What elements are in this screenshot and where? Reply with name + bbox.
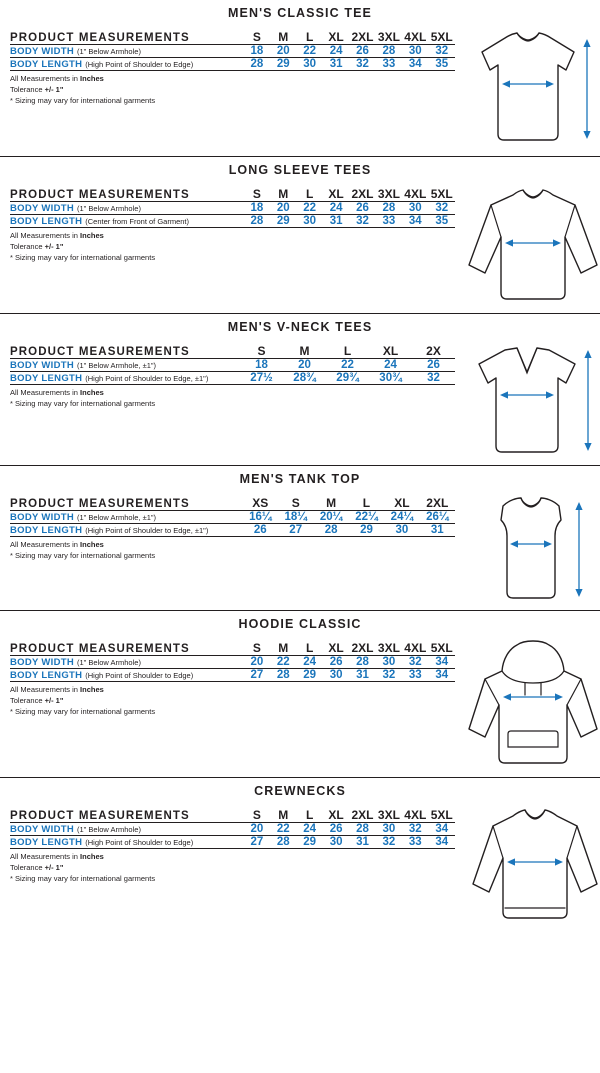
measurement-value: 28 bbox=[376, 45, 402, 58]
measurement-label bbox=[10, 511, 243, 524]
long-sleeve-illustration bbox=[455, 183, 600, 313]
measurement-label bbox=[10, 656, 244, 669]
product-measurements-header: PRODUCT MEASUREMENTS bbox=[10, 810, 190, 822]
table-row bbox=[10, 359, 455, 372]
measurement-value: 26 bbox=[349, 45, 375, 58]
size-header: 5XL bbox=[430, 30, 453, 44]
measurement-name: BODY WIDTH bbox=[10, 657, 75, 668]
measurement-value: 35 bbox=[429, 58, 455, 71]
size-header: L bbox=[306, 30, 314, 44]
footnotes bbox=[10, 228, 455, 270]
size-header: S bbox=[252, 808, 261, 822]
measurement-name: BODY WIDTH bbox=[10, 203, 75, 214]
product-measurements-header: PRODUCT MEASUREMENTS bbox=[10, 498, 190, 510]
table-row bbox=[10, 45, 455, 58]
measurement-label bbox=[10, 202, 244, 215]
garment-illustration-tank bbox=[455, 492, 600, 610]
size-header: M bbox=[278, 808, 289, 822]
measurement-value: 29¾ bbox=[326, 372, 369, 385]
footnote-line: All Measurements in Inches bbox=[10, 74, 104, 83]
measurement-value: 18 bbox=[240, 359, 283, 372]
measurement-note: (High Point of Shoulder to Edge) bbox=[85, 671, 194, 680]
footnotes bbox=[10, 537, 455, 568]
measurement-value: 28 bbox=[270, 836, 296, 849]
measurement-value: 24 bbox=[323, 202, 349, 215]
size-header: XL bbox=[394, 496, 410, 510]
measurement-label bbox=[10, 215, 244, 228]
measurement-value: 34 bbox=[429, 669, 455, 682]
size-header: 4XL bbox=[404, 808, 427, 822]
measurement-value: 31 bbox=[420, 524, 455, 537]
size-header: XL bbox=[382, 344, 399, 358]
measurement-value: 28 bbox=[270, 669, 296, 682]
measurement-value: 30 bbox=[323, 669, 349, 682]
measurement-value: 30 bbox=[323, 836, 349, 849]
table-row bbox=[10, 656, 455, 669]
measurement-value: 29 bbox=[270, 58, 296, 71]
table-row bbox=[10, 202, 455, 215]
measurement-value: 30 bbox=[376, 656, 402, 669]
measurement-note: (1" Below Armhole, ±1") bbox=[77, 513, 157, 522]
measurement-value: 29 bbox=[296, 669, 322, 682]
measurement-value: 31 bbox=[349, 669, 375, 682]
measurement-value: 22 bbox=[326, 359, 369, 372]
measurement-value: 32 bbox=[429, 45, 455, 58]
product-measurements-header: PRODUCT MEASUREMENTS bbox=[10, 32, 190, 44]
measurement-value: 32 bbox=[349, 58, 375, 71]
measurement-value: 34 bbox=[429, 836, 455, 849]
size-header: L bbox=[362, 496, 371, 510]
size-header: 2XL bbox=[351, 808, 374, 822]
garment-illustration-longsleeve bbox=[455, 183, 600, 313]
section-body bbox=[0, 492, 600, 610]
size-header: M bbox=[299, 344, 310, 358]
measurement-value: 22¼ bbox=[349, 511, 384, 524]
measurement-value: 29 bbox=[296, 836, 322, 849]
measurements-table-wrap bbox=[0, 637, 455, 728]
footnote-line: Tolerance +/- 1" bbox=[10, 862, 64, 872]
table-row bbox=[10, 372, 455, 385]
measurement-value: 30 bbox=[384, 524, 419, 537]
measurement-value: 22 bbox=[270, 656, 296, 669]
garment-illustration-vneck bbox=[455, 340, 600, 465]
table-row bbox=[10, 511, 455, 524]
measurement-value: 26 bbox=[323, 823, 349, 836]
measurement-value: 34 bbox=[402, 215, 428, 228]
table-row bbox=[10, 215, 455, 228]
measurement-value: 26 bbox=[412, 359, 455, 372]
section-title: MEN'S TANK TOP bbox=[239, 472, 361, 486]
measurement-value: 30 bbox=[402, 45, 428, 58]
size-header: 5XL bbox=[430, 808, 453, 822]
measurement-label bbox=[10, 823, 244, 836]
size-header: S bbox=[252, 641, 261, 655]
measurement-value: 24 bbox=[369, 359, 412, 372]
footnote-line: * Sizing may vary for international garments bbox=[10, 873, 156, 883]
v-neck-illustration bbox=[455, 340, 600, 465]
product-measurements-header: PRODUCT MEASUREMENTS bbox=[10, 189, 190, 201]
measurement-value: 18¼ bbox=[278, 511, 313, 524]
measurement-value: 32 bbox=[349, 215, 375, 228]
size-header: 3XL bbox=[377, 641, 400, 655]
measurement-name: BODY LENGTH bbox=[10, 216, 83, 227]
measurement-value: 28 bbox=[244, 215, 270, 228]
size-header: 3XL bbox=[377, 30, 400, 44]
section-body bbox=[0, 637, 600, 777]
section-title: HOODIE CLASSIC bbox=[238, 617, 362, 631]
footnote-line: All Measurements in Inches bbox=[10, 231, 104, 240]
measurements-table bbox=[10, 641, 455, 681]
section-body bbox=[0, 340, 600, 465]
measurement-label bbox=[10, 372, 240, 385]
size-header: 2XL bbox=[351, 187, 374, 201]
size-section-hoodie-classic bbox=[0, 610, 600, 777]
measurement-value: 24 bbox=[296, 656, 322, 669]
measurement-note: (1" Below Armhole) bbox=[77, 47, 141, 56]
table-row bbox=[10, 823, 455, 836]
size-header: XL bbox=[328, 641, 344, 655]
measurement-label bbox=[10, 524, 243, 537]
measurement-value: 28 bbox=[376, 202, 402, 215]
measurement-note: (High Point of Shoulder to Edge) bbox=[85, 838, 194, 847]
size-header: L bbox=[306, 641, 314, 655]
measurement-value: 34 bbox=[429, 823, 455, 836]
footnotes bbox=[10, 849, 455, 891]
section-body bbox=[0, 183, 600, 313]
section-body bbox=[0, 804, 600, 929]
measurements-table-wrap bbox=[0, 804, 455, 895]
measurement-value: 22 bbox=[296, 202, 322, 215]
size-header: S bbox=[252, 30, 261, 44]
tank-top-illustration bbox=[463, 492, 593, 610]
footnote-line: Tolerance +/- 1" bbox=[10, 241, 64, 251]
section-title: MEN'S V-NECK TEES bbox=[227, 320, 373, 334]
measurement-value: 28 bbox=[313, 524, 348, 537]
measurement-value: 20 bbox=[244, 656, 270, 669]
measurement-value: 24 bbox=[296, 823, 322, 836]
size-header: M bbox=[326, 496, 337, 510]
size-header: L bbox=[306, 808, 314, 822]
measurement-value: 33 bbox=[402, 669, 428, 682]
footnote-line: Tolerance +/- 1" bbox=[10, 84, 64, 94]
measurement-label bbox=[10, 836, 244, 849]
footnote-line: * Sizing may vary for international garments bbox=[10, 398, 156, 408]
measurement-value: 30 bbox=[402, 202, 428, 215]
footnote-line: * Sizing may vary for international garments bbox=[10, 550, 156, 560]
measurements-table bbox=[10, 187, 455, 227]
measurement-name: BODY WIDTH bbox=[10, 512, 75, 523]
size-header: XL bbox=[328, 187, 344, 201]
garment-illustration-tee bbox=[455, 26, 600, 156]
size-section-mens-classic-tee bbox=[0, 0, 600, 156]
measurement-value: 31 bbox=[349, 836, 375, 849]
measurement-note: (1" Below Armhole) bbox=[77, 204, 141, 213]
size-section-mens-v-neck-tees bbox=[0, 313, 600, 465]
size-header: 4XL bbox=[404, 641, 427, 655]
measurement-label bbox=[10, 45, 244, 58]
size-header: 2XL bbox=[351, 641, 374, 655]
size-section-mens-tank-top bbox=[0, 465, 600, 610]
measurement-value: 20 bbox=[244, 823, 270, 836]
measurement-value: 28 bbox=[349, 656, 375, 669]
size-header: 4XL bbox=[404, 187, 427, 201]
measurement-note: (1" Below Armhole) bbox=[77, 658, 141, 667]
measurement-note: (1" Below Armhole, ±1") bbox=[77, 361, 157, 370]
measurement-label bbox=[10, 669, 244, 682]
measurement-value: 26 bbox=[349, 202, 375, 215]
measurement-value: 16¼ bbox=[243, 511, 278, 524]
measurement-value: 28 bbox=[349, 823, 375, 836]
size-header: M bbox=[278, 641, 289, 655]
measurement-note: (Center from Front of Garment) bbox=[85, 217, 190, 226]
size-section-long-sleeve-tees bbox=[0, 156, 600, 313]
size-header: 3XL bbox=[377, 187, 400, 201]
footnote-line: All Measurements in Inches bbox=[10, 540, 104, 549]
measurement-name: BODY LENGTH bbox=[10, 670, 83, 681]
measurement-value: 33 bbox=[376, 58, 402, 71]
measurement-value: 32 bbox=[402, 656, 428, 669]
measurement-value: 32 bbox=[376, 836, 402, 849]
garment-illustration-crewneck bbox=[455, 804, 600, 929]
measurement-value: 24¼ bbox=[384, 511, 419, 524]
measurement-label bbox=[10, 58, 244, 71]
size-header: 5XL bbox=[430, 641, 453, 655]
measurement-value: 28¾ bbox=[283, 372, 326, 385]
measurement-value: 20¼ bbox=[313, 511, 348, 524]
measurement-value: 29 bbox=[270, 215, 296, 228]
measurement-label bbox=[10, 359, 240, 372]
footnotes bbox=[10, 385, 455, 416]
measurement-note: (High Point of Shoulder to Edge) bbox=[85, 60, 194, 69]
measurement-note: (High Point of Shoulder to Edge, ±1") bbox=[85, 526, 209, 535]
size-header: 4XL bbox=[404, 30, 427, 44]
size-header: S bbox=[252, 187, 261, 201]
measurement-value: 32 bbox=[402, 823, 428, 836]
measurements-table bbox=[10, 808, 455, 848]
measurement-value: 26 bbox=[323, 656, 349, 669]
measurement-value: 18 bbox=[244, 45, 270, 58]
measurements-table-wrap bbox=[0, 492, 455, 572]
measurement-value: 27 bbox=[278, 524, 313, 537]
measurement-value: 32 bbox=[429, 202, 455, 215]
product-measurements-header: PRODUCT MEASUREMENTS bbox=[10, 346, 190, 358]
measurement-value: 30 bbox=[376, 823, 402, 836]
measurement-value: 30 bbox=[296, 58, 322, 71]
measurement-value: 30 bbox=[296, 215, 322, 228]
measurement-value: 22 bbox=[296, 45, 322, 58]
measurements-table bbox=[10, 344, 455, 384]
size-header: L bbox=[343, 344, 352, 358]
tee-illustration bbox=[458, 26, 598, 156]
size-header: L bbox=[306, 187, 314, 201]
measurement-name: BODY LENGTH bbox=[10, 525, 83, 536]
measurement-name: BODY LENGTH bbox=[10, 59, 83, 70]
footnotes bbox=[10, 71, 455, 113]
measurement-value: 27 bbox=[244, 836, 270, 849]
measurement-value: 33 bbox=[376, 215, 402, 228]
size-header: XS bbox=[252, 496, 269, 510]
footnote-line: * Sizing may vary for international garments bbox=[10, 252, 156, 262]
size-header: M bbox=[278, 187, 289, 201]
measurement-value: 30¾ bbox=[369, 372, 412, 385]
section-title: LONG SLEEVE TEES bbox=[228, 163, 372, 177]
measurement-value: 27½ bbox=[240, 372, 283, 385]
section-title: CREWNECKS bbox=[254, 784, 346, 798]
measurements-table bbox=[10, 496, 455, 536]
product-measurements-header: PRODUCT MEASUREMENTS bbox=[10, 643, 190, 655]
size-header: S bbox=[257, 344, 266, 358]
measurement-value: 32 bbox=[376, 669, 402, 682]
measurement-value: 28 bbox=[244, 58, 270, 71]
footnote-line: * Sizing may vary for international garments bbox=[10, 95, 156, 105]
measurement-value: 32 bbox=[412, 372, 455, 385]
measurement-value: 22 bbox=[270, 823, 296, 836]
footnote-line: All Measurements in Inches bbox=[10, 388, 104, 397]
measurement-name: BODY WIDTH bbox=[10, 360, 75, 371]
section-title: MEN'S CLASSIC TEE bbox=[228, 6, 372, 20]
hoodie-illustration bbox=[455, 637, 600, 777]
size-header: XL bbox=[328, 30, 344, 44]
table-row bbox=[10, 669, 455, 682]
measurement-name: BODY LENGTH bbox=[10, 373, 83, 384]
measurement-value: 31 bbox=[323, 215, 349, 228]
measurements-table bbox=[10, 30, 455, 70]
measurement-name: BODY WIDTH bbox=[10, 824, 75, 835]
measurement-name: BODY LENGTH bbox=[10, 837, 83, 848]
measurement-value: 20 bbox=[270, 45, 296, 58]
measurement-note: (High Point of Shoulder to Edge, ±1") bbox=[85, 374, 209, 383]
measurement-value: 34 bbox=[429, 656, 455, 669]
size-header: 2X bbox=[426, 344, 441, 358]
size-header: 2XL bbox=[426, 496, 449, 510]
crewneck-illustration bbox=[455, 804, 600, 929]
size-header: 3XL bbox=[377, 808, 400, 822]
size-header: 5XL bbox=[430, 187, 453, 201]
measurement-value: 20 bbox=[283, 359, 326, 372]
measurement-value: 20 bbox=[270, 202, 296, 215]
measurement-value: 31 bbox=[323, 58, 349, 71]
footnote-line: All Measurements in Inches bbox=[10, 685, 104, 694]
measurements-table-wrap bbox=[0, 183, 455, 274]
size-header: M bbox=[278, 30, 289, 44]
measurement-value: 26¼ bbox=[420, 511, 455, 524]
table-row bbox=[10, 58, 455, 71]
measurement-value: 27 bbox=[244, 669, 270, 682]
size-section-crewnecks bbox=[0, 777, 600, 929]
measurement-note: (1" Below Armhole) bbox=[77, 825, 141, 834]
table-row bbox=[10, 524, 455, 537]
measurement-value: 24 bbox=[323, 45, 349, 58]
measurement-value: 35 bbox=[429, 215, 455, 228]
measurement-name: BODY WIDTH bbox=[10, 46, 75, 57]
size-header: 2XL bbox=[351, 30, 374, 44]
footnotes bbox=[10, 682, 455, 724]
footnote-line: Tolerance +/- 1" bbox=[10, 695, 64, 705]
measurement-value: 26 bbox=[243, 524, 278, 537]
measurements-table-wrap bbox=[0, 340, 455, 420]
size-header: S bbox=[291, 496, 300, 510]
measurements-table-wrap bbox=[0, 26, 455, 117]
section-body bbox=[0, 26, 600, 156]
measurement-value: 33 bbox=[402, 836, 428, 849]
measurement-value: 34 bbox=[402, 58, 428, 71]
size-header: XL bbox=[328, 808, 344, 822]
table-row bbox=[10, 836, 455, 849]
measurement-value: 29 bbox=[349, 524, 384, 537]
garment-illustration-hoodie bbox=[455, 637, 600, 777]
footnote-line: * Sizing may vary for international garments bbox=[10, 706, 156, 716]
measurement-value: 18 bbox=[244, 202, 270, 215]
footnote-line: All Measurements in Inches bbox=[10, 852, 104, 861]
